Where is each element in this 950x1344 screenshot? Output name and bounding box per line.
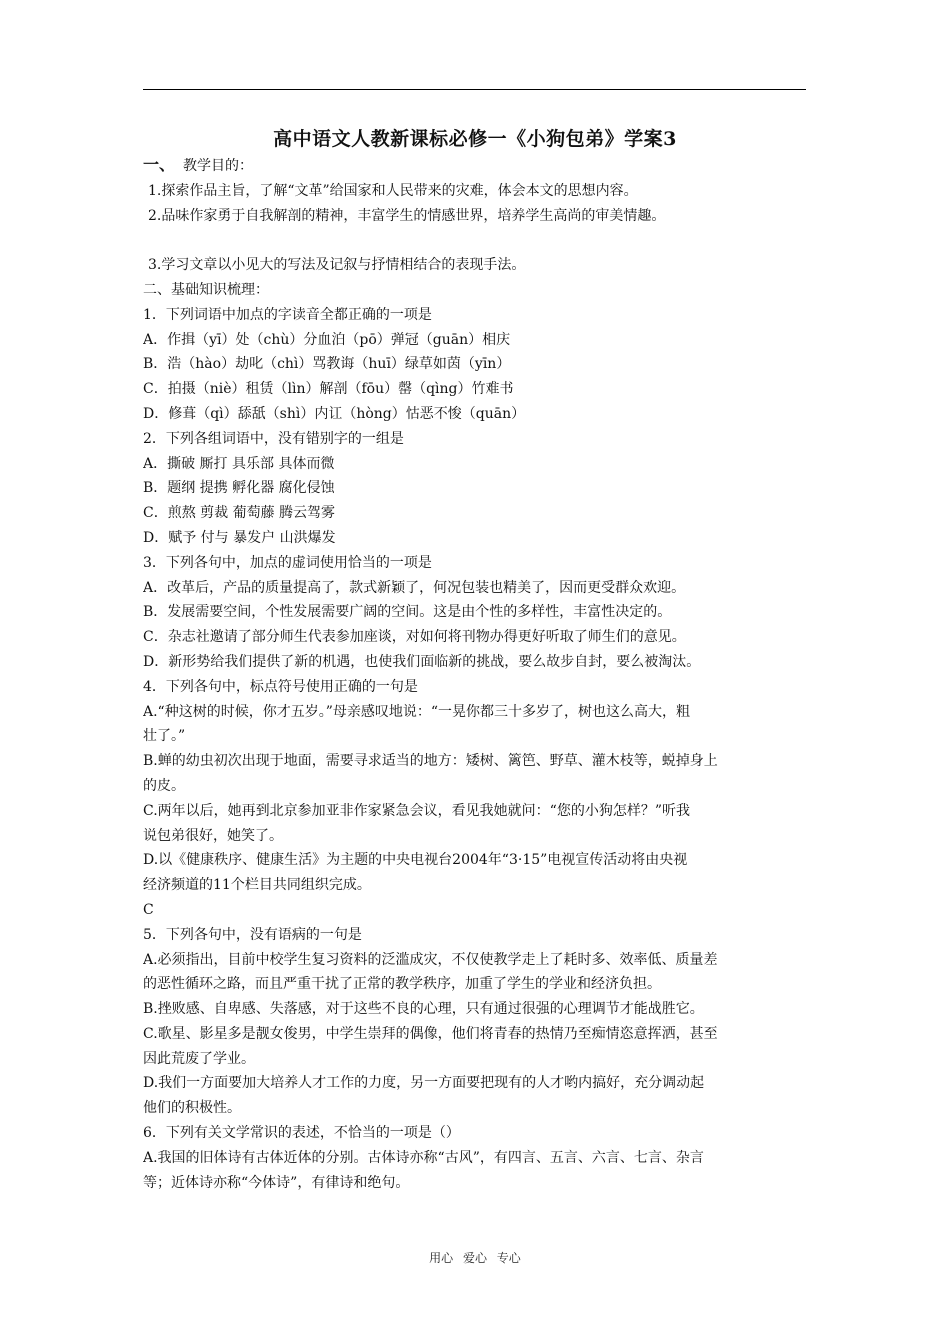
question-option: C．煎熬 剪裁 葡萄藤 腾云驾雾	[143, 505, 336, 522]
question-option: A．改革后，产品的质量提高了，款式新颖了，何况包装也精美了，因而更受群众欢迎。	[143, 579, 686, 596]
document-title: 高中语文人教新课标必修一《小狗包弟》学案3	[273, 128, 677, 150]
question-option: C．拍摄（niè）租赁（lìn）解剖（fōu）罄（qìng）竹难书	[143, 381, 514, 398]
question-option: B．发展需要空间，个性发展需要广阔的空间。这是由个性的多样性，丰富性决定的。	[143, 604, 672, 621]
question-option-line: 壮了。”	[143, 728, 186, 745]
blank-line	[143, 228, 809, 253]
question-stem: 4．下列各句中，标点符号使用正确的一句是	[143, 678, 418, 695]
question-option-line: A.“种这树的时候，你才五岁。”母亲感叹地说：“一晃你都三十多岁了，树也这么高大，粗	[143, 703, 691, 720]
question-option: D．修葺（qì）舔舐（shì）内讧（hòng）怙恶不悛（quān）	[143, 405, 526, 422]
question-option: B．题纲 提携 孵化器 腐化侵蚀	[143, 480, 335, 497]
section-two-heading: 二、基础知识梳理：	[143, 281, 269, 298]
question-option-line: B.挫败感、自卑感、失落感，对于这些不良的心理，只有通过很强的心理调节才能战胜它。	[143, 1001, 704, 1018]
page-footer: 用心 爱心 专心	[429, 1251, 521, 1265]
question-option-line: 说包弟很好，她笑了。	[143, 827, 283, 844]
question-option-line: A.我国的旧体诗有古体近体的分别。古体诗亦称“古风”，有四言、五言、六言、七言、杂言	[143, 1149, 704, 1166]
question-stem: 2．下列各组词语中，没有错别字的一组是	[143, 430, 404, 447]
question-option: C．杂志社邀请了部分师生代表参加座谈，对如何将刊物办得更好听取了师生们的意见。	[143, 629, 686, 646]
question-stem: 3．下列各句中，加点的虚词使用恰当的一项是	[143, 554, 432, 571]
section-one-heading	[143, 153, 809, 179]
question-option-line: 的恶性循环之路，而且严重干扰了正常的教学秩序，加重了学生的学业和经济负担。	[143, 976, 661, 993]
question-option-line: A.必须指出，目前中校学生复习资料的泛滥成灾，不仅使教学走上了耗时多、效率低、质量差	[143, 951, 718, 968]
question-option-line: 因此荒废了学业。	[143, 1050, 255, 1067]
question-option: D．赋予 付与 暴发户 山洪爆发	[143, 529, 336, 546]
document-body	[143, 153, 809, 1195]
header-rule	[143, 89, 806, 90]
question-stem: 1．下列词语中加点的字读音全都正确的一项是	[143, 306, 432, 323]
question-option-line: B.蝉的幼虫初次出现于地面，需要寻求适当的地方：矮树、篱笆、野草、灌木枝等，蜕掉身上	[143, 753, 718, 770]
question-option: A．撕破 厮打 具乐部 具体而微	[143, 455, 335, 472]
objective-item: 2.品味作家勇于自我解剖的精神，丰富学生的情感世界，培养学生高尚的审美情趣。	[148, 207, 666, 224]
question-stem: 5．下列各句中，没有语病的一句是	[143, 926, 362, 943]
objective-item: 3.学习文章以小见大的写法及记叙与抒情相结合的表现手法。	[148, 257, 526, 274]
section-one-label: 教学目的：	[183, 158, 254, 174]
question-option-line: 经济频道的11个栏目共同组织完成。	[143, 877, 371, 894]
section-one-mark: 一、	[143, 155, 176, 174]
question-option-line: D.我们一方面要加大培养人才工作的力度，另一方面要把现有的人才哟内搞好，充分调动起	[143, 1075, 705, 1092]
question-stem: 6．下列有关文学常识的表述，不恰当的一项是（）	[143, 1125, 460, 1142]
question-option-line: 等；近体诗亦称“今体诗”，有律诗和绝句。	[143, 1174, 410, 1191]
question-option-line: 他们的积极性。	[143, 1100, 241, 1117]
question-option: A．作揖（yī）处（chù）分血泊（pō）弹冠（guān）相庆	[143, 331, 511, 348]
question-option-line: C.两年以后，她再到北京参加亚非作家紧急会议，看见我她就问：“您的小狗怎样？”听我	[143, 802, 690, 819]
objective-item: 1.探索作品主旨，了解“文革”给国家和人民带来的灾难，体会本文的思想内容。	[148, 182, 638, 199]
question-option-line: C.歌星、影星多是靓女俊男，中学生崇拜的偶像，他们将青春的热情乃至痴情恣意挥洒，甚至	[143, 1025, 718, 1042]
question-option-line: 的皮。	[143, 777, 185, 794]
question-option: D．新形势给我们提供了新的机遇，也使我们面临新的挑战，要么故步自封，要么被淘汰。	[143, 653, 701, 670]
question-option-line: D.以《健康秩序、健康生活》为主题的中央电视台2004年“3·15”电视宣传活动将由央视	[143, 852, 688, 869]
question-option: B．浩（hào）劫叱（chì）骂教诲（huī）绿草如茵（yīn）	[143, 356, 511, 373]
question-answer: C	[143, 901, 154, 918]
